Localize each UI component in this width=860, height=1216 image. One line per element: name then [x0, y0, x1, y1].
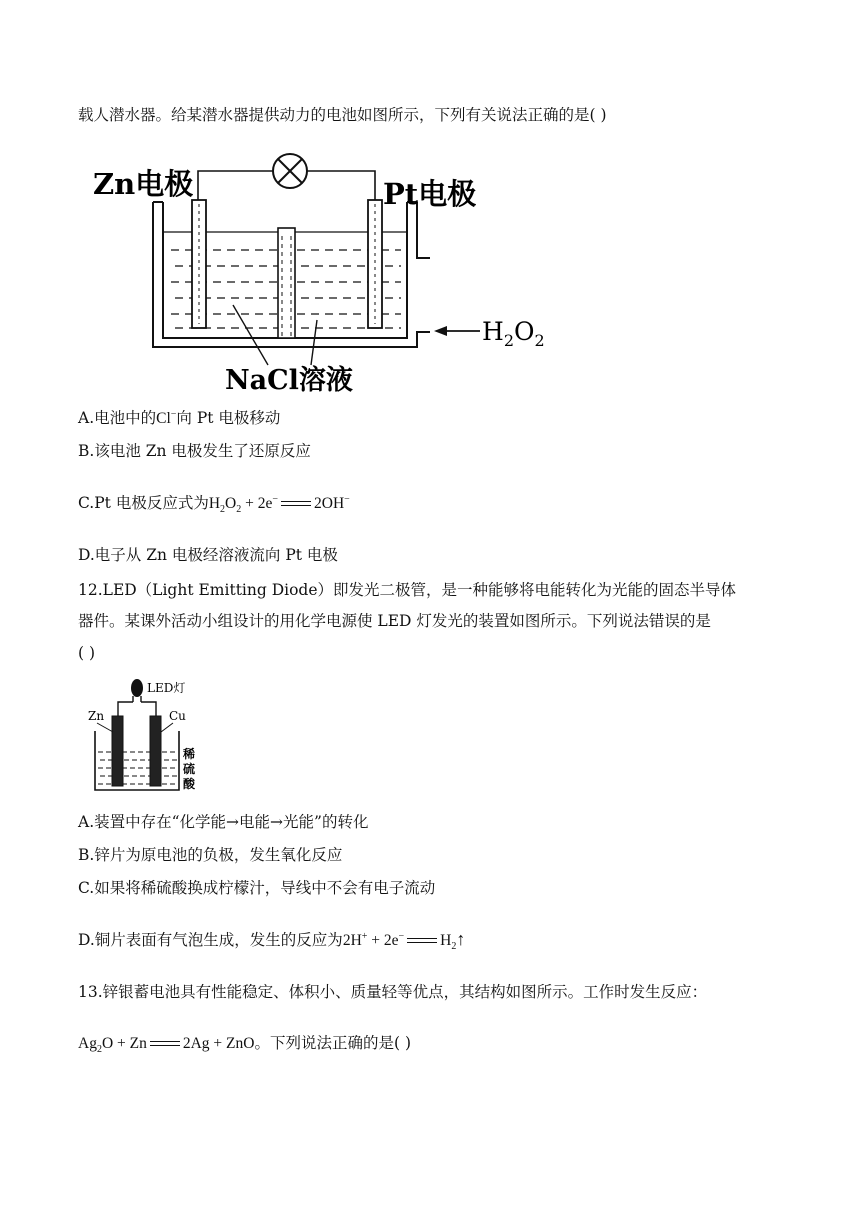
pt-electrode-label: Pt电极 [383, 177, 477, 211]
led-label: LED灯 [147, 681, 186, 695]
led-icon [131, 679, 143, 697]
q11-option-c: C.Pt 电极反应式为$H_2O_2 + 2e^-$ 2OH− [78, 493, 350, 516]
q11-stem: 载人潜水器。给某潜水器提供动力的电池如图所示，下列有关说法正确的是( ) [78, 106, 607, 124]
zn-electrode-label: Zn电极 [93, 167, 194, 201]
equals-sign [150, 1039, 180, 1049]
cu-label: Cu [169, 709, 186, 723]
q13-equation: $Ag_2O + Zn$ 2Ag + ZnO。下列说法正确的是( ) [78, 1034, 411, 1056]
acid-label-3: 酸 [183, 777, 196, 791]
q11-option-b: B.该电池 Zn 电极发生了还原反应 [78, 442, 311, 460]
h2o2-label: $H_2O_2$ [482, 317, 545, 350]
battery-figure [85, 140, 545, 395]
q12-option-c: C.如果将稀硫酸换成柠檬汁，导线中不会有电子流动 [78, 879, 436, 897]
q12-stem-line2: 器件。某课外活动小组设计的用化学电源使 LED 灯发光的装置如图所示。下列说法错误的是 [78, 612, 711, 630]
membrane [278, 228, 295, 338]
q11-option-d: D.电子从 Zn 电极经溶液流向 Pt 电极 [78, 546, 338, 564]
cu-plate [150, 716, 161, 786]
equals-sign [407, 936, 437, 946]
q12-stem-line1: 12.LED（Light Emitting Diode）即发光二极管，是一种能够将电能转化为光能的固态半导体 [78, 581, 737, 599]
gas-arrow-icon: ↑ [456, 929, 466, 949]
external-wire [198, 171, 273, 200]
acid-label-1: 稀 [183, 747, 196, 761]
zn-label: Zn [88, 709, 105, 723]
led-cell-figure [85, 676, 205, 798]
q12-option-a: A.装置中存在“化学能→电能→光能”的转化 [78, 813, 369, 831]
acid-dashes [98, 752, 177, 784]
zn-plate [112, 716, 123, 786]
q12-stem-line3: ( ) [78, 644, 96, 662]
q12-option-b: B.锌片为原电池的负极，发生氧化反应 [78, 846, 343, 864]
nacl-label: NaCl溶液 [225, 365, 353, 395]
q12-option-d: D.铜片表面有气泡生成，发生的反应为2H+ + 2e− $H_2↑$ [78, 929, 466, 953]
q13-stem: 13.锌银蓄电池具有性能稳定、体积小、质量轻等优点，其结构如图所示。工作时发生反应： [78, 983, 708, 1001]
q11-option-a: A.电池中的Cl−向 Pt 电极移动 [78, 408, 281, 427]
equals-sign [281, 499, 311, 509]
acid-label-2: 硫 [183, 762, 196, 776]
